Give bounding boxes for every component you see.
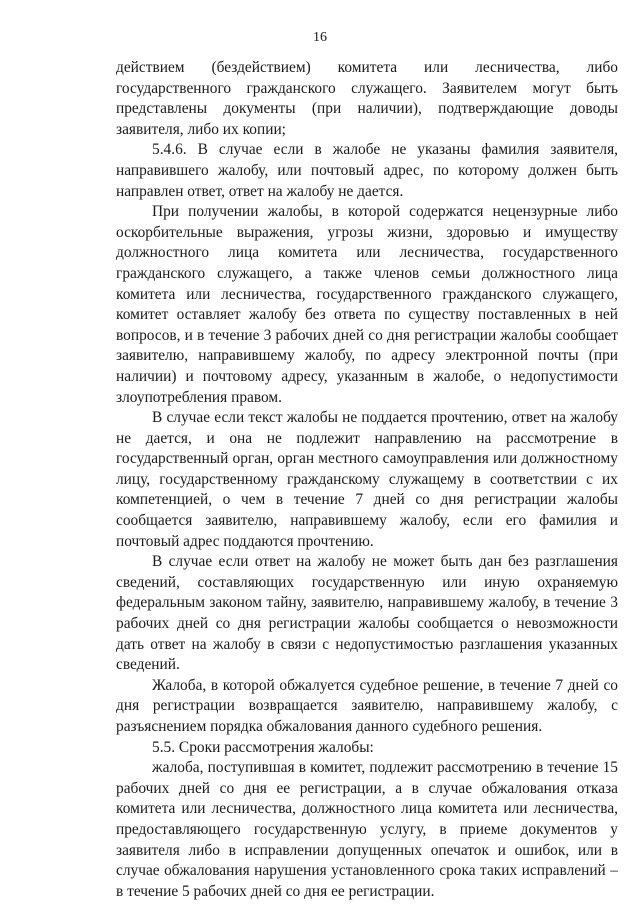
paragraph-court-decision: Жалоба, в которой обжалуется судебное решение, в течение 7 дней со дня регистрации возвращается заявителю, направившему жалобу, с разъяснением порядка обжалования данного судебного решения. [116,676,618,735]
document-body [116,58,618,902]
paragraph-unreadable-complaint: В случае если текст жалобы не поддается прочтению, ответ на жалобу не дается, и она не подлежит направлению на рассмотрение в государственный орган, орган местного самоуправления или должностному лицу, государственному гражданскому служащему в соответствии с их компетенцией, о чем в течение 7 дней со дня регистрации жалобы сообщается заявителю, направившему жалобу, если его фамилия и почтовый адрес поддаются прочтению. [116,409,618,550]
paragraph-continuation: действием (бездействием) комитета или лесничества, либо государственного гражданского служащего. Заявителем могут быть представлены документы (при наличии), подтверждающие доводы заявителя, либо их копии; [116,59,618,138]
paragraph-obscene-complaint: При получении жалобы, в которой содержатся нецензурные либо оскорбительные выражения, угрозы жизни, здоровью и имуществу должностного лица комитета или лесничества, государственного гражданского служащего, а также членов семьи должностного лица комитета или лесничества, государственного гражданского служащего, комитет оставляет жалобу без ответа по существу поставленных в ней вопросов, и в течение 3 рабочих дней со дня регистрации жалобы сообщает заявителю, направившему жалобу, по адресу электронной почты (при наличии) и почтовому адресу, указанным в жалобе, о недопустимости злоупотребления правом. [116,203,618,406]
section-heading-5-5: 5.5. Сроки рассмотрения жалобы: [152,738,374,756]
paragraph-5-4-6: 5.4.6. В случае если в жалобе не указаны фамилия заявителя, направившего жалобу, или почтовый адрес, по которому должен быть направлен ответ, ответ на жалобу не дается. [116,141,618,200]
page-number: 16 [313,30,327,45]
paragraph-review-terms: жалоба, поступившая в комитет, подлежит рассмотрению в течение 15 рабочих дней со дня ее регистрации, а в случае обжалования отказа комитета или лесничества, должностного лица комитета или лесничества, предоставляющего государственную услугу, в приеме документов у заявителя либо в исправлении допущенных опечаток и ошибок, или в случае обжалования нарушения установленного срока таких исправлений – в течение 5 рабочих дней со дня ее регистрации. [116,759,618,900]
paragraph-secret-information: В случае если ответ на жалобу не может быть дан без разглашения сведений, составляющих государственную или иную охраняемую федеральным законом тайну, заявителю, направившему жалобу, в течение 3 рабочих дней со дня регистрации жалобы сообщается о невозможности дать ответ на жалобу в связи с недопустимостью разглашения указанных сведений. [116,553,618,674]
